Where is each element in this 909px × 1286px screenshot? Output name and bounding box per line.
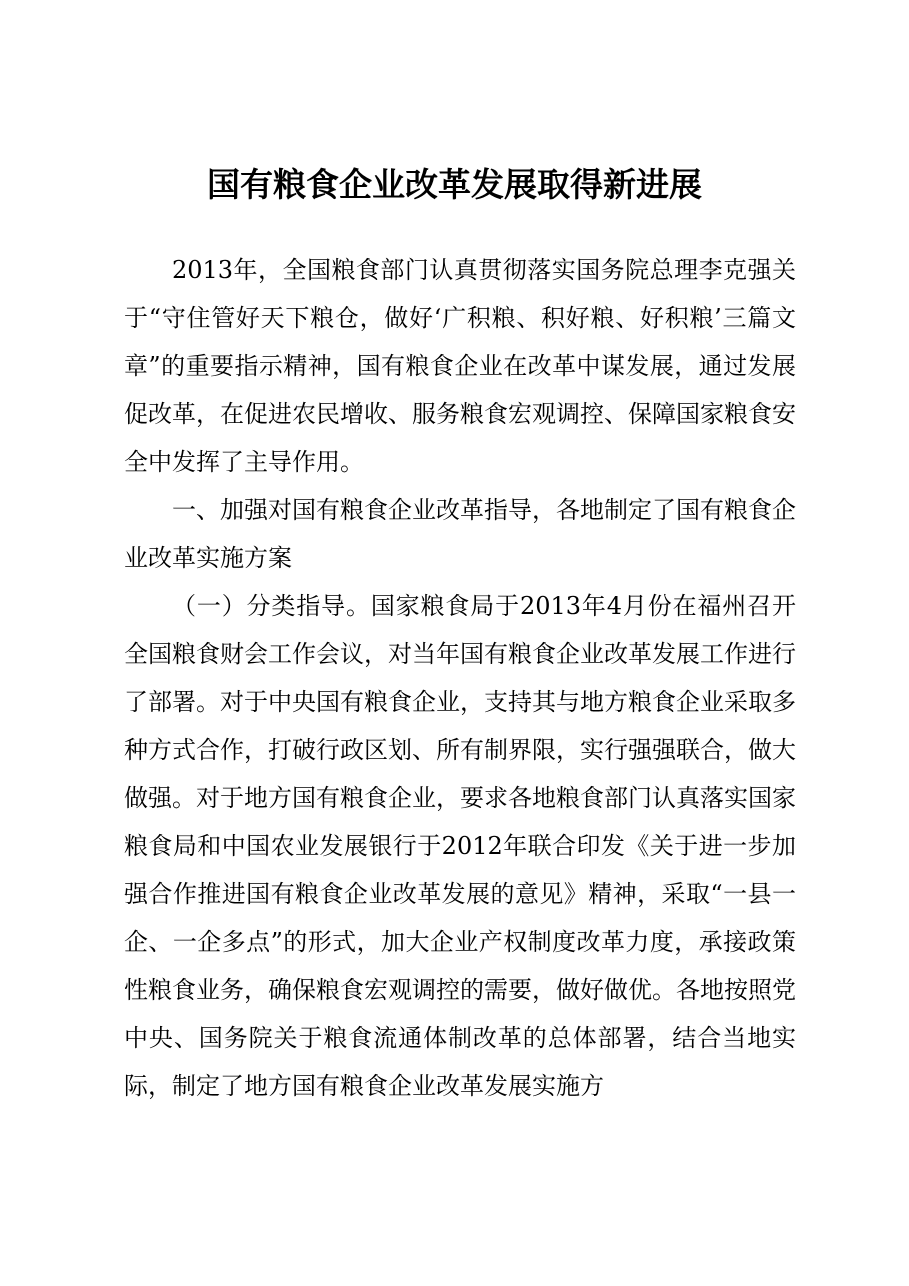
section-heading-1: 一、加强对国有粮食企业改革指导，各地制定了国有粮食企业改革实施方案 — [124, 496, 796, 572]
paragraph-intro: 2013年，全国粮食部门认真贯彻落实国务院总理李克强关于“守住管好天下粮仓，做好‘广积粮、积好粮、好积粮’三篇文章”的重要指示精神，国有粮食企业在改革中谋发展，通过发展促改革，在促进农民增收、服务粮食宏观调控、保障国家粮食安全中发挥了主导作用。 — [124, 256, 796, 476]
paragraph-classified-guidance: （一）分类指导。国家粮食局于2013年4月份在福州召开全国粮食财会工作会议，对当年国有粮食企业改革发展工作进行了部署。对于中央国有粮食企业，支持其与地方粮食企业采取多种方式合作，打破行政区划、所有制界限，实行强强联合，做大做强。对于地方国有粮食企业，要求各地粮食部门认真落实国家粮食局和中国农业发展银行于2012年联合印发《关于进一步加强合作推进国有粮食企业改革发展的意见》精神，采取“一县一企、一企多点”的形式，加大企业产权制度改革力度，承接政策性粮食业务，确保粮食宏观调控的需要，做好做优。各地按照党中央、国务院关于粮食流通体制改革的总体部署，结合当地实际，制定了地方国有粮食企业改革发展实施方 — [124, 592, 796, 1100]
document-body — [124, 246, 796, 1110]
document-title: 国有粮食企业改革发展取得新进展 — [207, 165, 702, 204]
